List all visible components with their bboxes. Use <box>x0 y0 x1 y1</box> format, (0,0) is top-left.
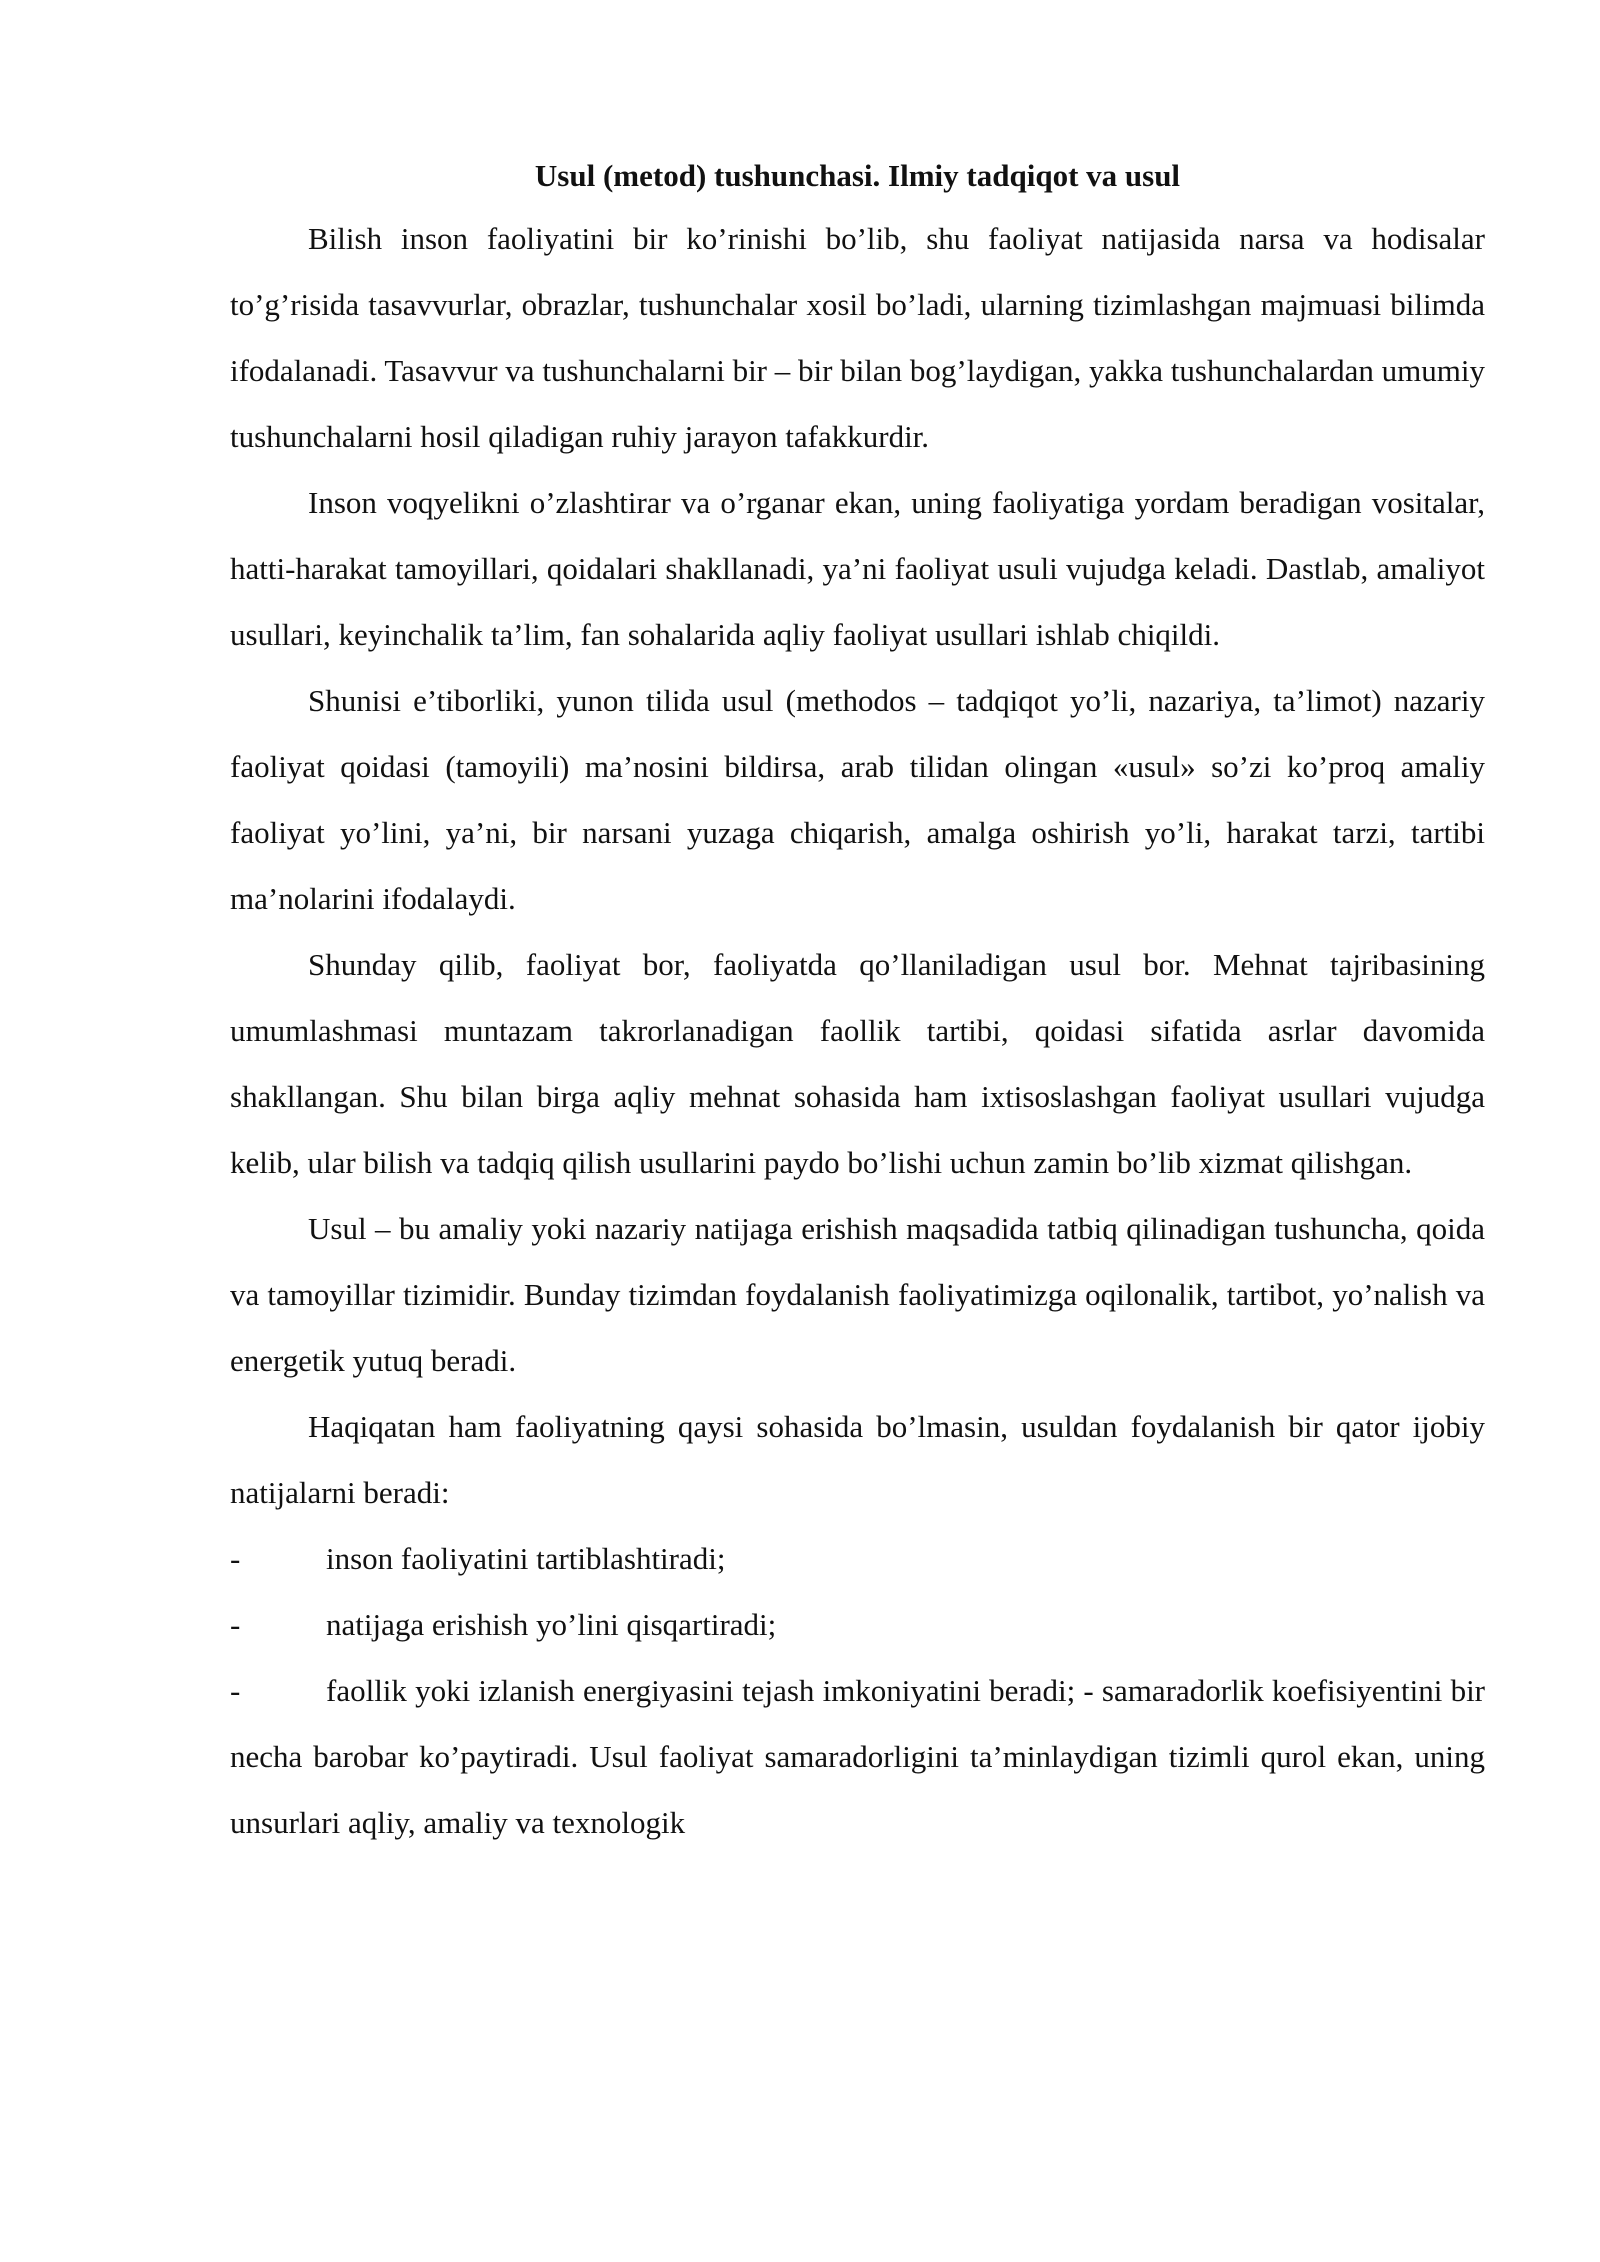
list-item-text: natijaga erishish yo’lini qisqartiradi; <box>326 1607 777 1642</box>
list-bullet: - <box>230 1541 241 1576</box>
list-item-text: inson faoliyatini tartiblashtiradi; <box>326 1541 726 1576</box>
paragraph: Haqiqatan ham faoliyatning qaysi sohasida bo’lmasin, usuldan foydalanish bir qator ijobiy natijalarni beradi: <box>230 1409 1485 1510</box>
list-item <box>230 1592 1485 1658</box>
paragraph: Usul – bu amaliy yoki nazariy natijaga erishish maqsadida tatbiq qilinadigan tushuncha, qoida va tamoyillar tizimidir. Bunday tizimdan foydalanish faoliyatimizga oqilonalik, tartibot, yo’nalish va energetik yutuq beradi. <box>230 1211 1485 1378</box>
list-item <box>230 1658 1485 1856</box>
paragraph: Shunday qilib, faoliyat bor, faoliyatda qo’llaniladigan usul bor. Mehnat tajribasining umumlashmasi muntazam takrorlanadigan faollik tartibi, qoidasi sifatida asrlar davomida shakllangan. Shu bilan birga aqliy mehnat sohasida ham ixtisoslashgan faoliyat usullari vujudga kelib, ular bilish va tadqiq qilish usullarini paydo bo’lishi uchun zamin bo’lib xizmat qilishgan. <box>230 947 1485 1180</box>
list-bullet: - <box>230 1607 241 1642</box>
list-item <box>230 1526 1485 1592</box>
document-page <box>230 150 1485 1856</box>
paragraph: Shunisi e’tiborliki, yunon tilida usul (methodos – tadqiqot yo’li, nazariya, ta’limot) nazariy faoliyat qoidasi (tamoyili) ma’nosini bildirsa, arab tilidan olingan «usul» so’zi ko’proq amaliy faoliyat yo’lini, ya’ni, bir narsani yuzaga chiqarish, amalga oshirish yo’li, harakat tarzi, tartibi ma’nolarini ifodalaydi. <box>230 683 1485 916</box>
list-item-text: faollik yoki izlanish energiyasini tejash imkoniyatini beradi; - samaradorlik koefisiyentini bir necha barobar ko’paytiradi. Usul faoliyat samaradorligini ta’minlaydigan tizimli qurol ekan, uning unsurlari aqliy, amaliy va texnologik <box>230 1673 1485 1840</box>
list-bullet: - <box>230 1673 241 1708</box>
document-title: Usul (metod) tushunchasi. Ilmiy tadqiqot va usul <box>534 158 1181 193</box>
paragraph: Inson voqyelikni o’zlashtirar va o’rganar ekan, uning faoliyatiga yordam beradigan vositalar, hatti-harakat tamoyillari, qoidalari shakllanadi, ya’ni faoliyat usuli vujudga keladi. Dastlab, amaliyot usullari, keyinchalik ta’lim, fan sohalarida aqliy faoliyat usullari ishlab chiqildi. <box>230 485 1485 652</box>
paragraph: Bilish inson faoliyatini bir ko’rinishi bo’lib, shu faoliyat natijasida narsa va hodisalar to’g’risida tasavvurlar, obrazlar, tushunchalar xosil bo’ladi, ularning tizimlashgan majmuasi bilimda ifodalanadi. Tasavvur va tushunchalarni bir – bir bilan bog’laydigan, yakka tushunchalardan umumiy tushunchalarni hosil qiladigan ruhiy jarayon tafakkurdir. <box>230 221 1486 454</box>
